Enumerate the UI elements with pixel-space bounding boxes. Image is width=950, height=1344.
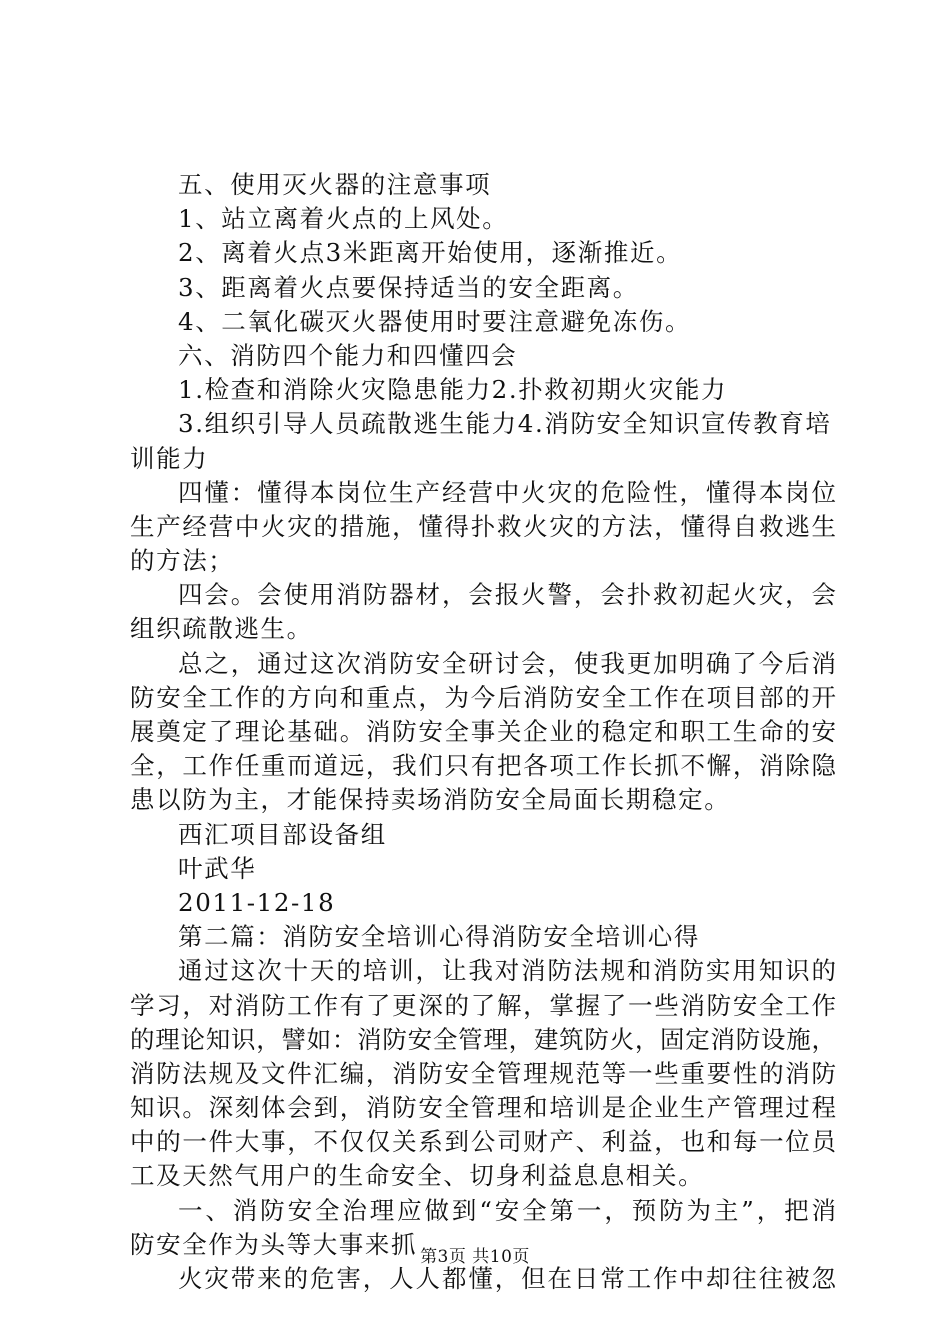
abilities-line-2: 3.组织引导人员疏散逃生能力4.消防安全知识宣传教育培 (178, 409, 832, 439)
heading-fire-extinguisher-notes: 五、使用灭火器的注意事项 (178, 170, 492, 199)
document-body (130, 168, 836, 1296)
signature-department: 西汇项目部设备组 (178, 819, 387, 849)
list-item-2: 2、离着火点3米距离开始使用，逐渐推近。 (178, 238, 683, 268)
principle-line-2: 防安全作为头等大事来抓 (130, 1229, 418, 1259)
training-line-2: 学习，对消防工作有了更深的了解，掌握了一些消防安全工作 (130, 990, 836, 1020)
page-number-footer: 第3页 共10页 (420, 1247, 530, 1267)
training-line-6: 中的一件大事，不仅仅关系到公司财产、利益，也和每一位员 (130, 1127, 836, 1157)
signature-date: 2011-12-18 (178, 887, 336, 917)
list-item-4: 4、二氧化碳灭火器使用时要注意避免冻伤。 (178, 306, 692, 336)
hazard-line-1: 火灾带来的危害，人人都懂，但在日常工作中却往往被忽 (178, 1264, 836, 1293)
summary-line-4: 全，工作任重而道远，我们只有把各项工作长抓不懈，消除隐 (130, 751, 836, 781)
list-item-3: 3、距离着火点要保持适当的安全距离。 (178, 272, 639, 302)
training-line-1: 通过这次十天的培训，让我对消防法规和消防实用知识的 (178, 956, 836, 986)
four-can-line-1: 四会。会使用消防器材，会报火警，会扑救初起火灾，会 (178, 580, 836, 610)
list-item-1: 1、站立离着火点的上风处。 (178, 204, 509, 234)
section-two-title: 第二篇：消防安全培训心得消防安全培训心得 (178, 922, 700, 952)
four-understand-line-1: 四懂：懂得本岗位生产经营中火灾的危险性，懂得本岗位 (178, 477, 836, 507)
summary-line-1: 总之，通过这次消防安全研讨会，使我更加明确了今后消 (178, 648, 836, 678)
summary-line-3: 展奠定了理论基础。消防安全事关企业的稳定和职工生命的安 (130, 717, 836, 746)
summary-line-5: 患以防为主，才能保持卖场消防安全局面长期稳定。 (130, 785, 731, 815)
heading-four-abilities: 六、消防四个能力和四懂四会 (178, 340, 518, 370)
four-understand-line-2: 生产经营中火灾的措施，懂得扑救火灾的方法，懂得自救逃生 (130, 511, 836, 541)
signature-name: 叶武华 (178, 853, 257, 883)
training-line-4: 消防法规及文件汇编，消防安全管理规范等一些重要性的消防 (130, 1058, 836, 1088)
abilities-line-3: 训能力 (130, 443, 209, 473)
four-can-line-2: 组织疏散逃生。 (130, 614, 313, 644)
abilities-line-1: 1.检查和消除火灾隐患能力2.扑救初期火灾能力 (178, 375, 728, 405)
training-line-5: 知识。深刻体会到，消防安全管理和培训是企业生产管理过程 (130, 1093, 836, 1123)
four-understand-line-3: 的方法； (130, 546, 235, 576)
training-line-7: 工及天然气用户的生命安全、切身利益息息相关。 (130, 1161, 705, 1191)
summary-line-2: 防安全工作的方向和重点，为今后消防安全工作在项目部的开 (130, 682, 836, 712)
principle-line-1: 一、消防安全治理应做到“安全第一，预防为主”，把消 (178, 1195, 836, 1225)
training-line-3: 的理论知识，譬如：消防安全管理，建筑防火，固定消防设施， (130, 1024, 836, 1054)
